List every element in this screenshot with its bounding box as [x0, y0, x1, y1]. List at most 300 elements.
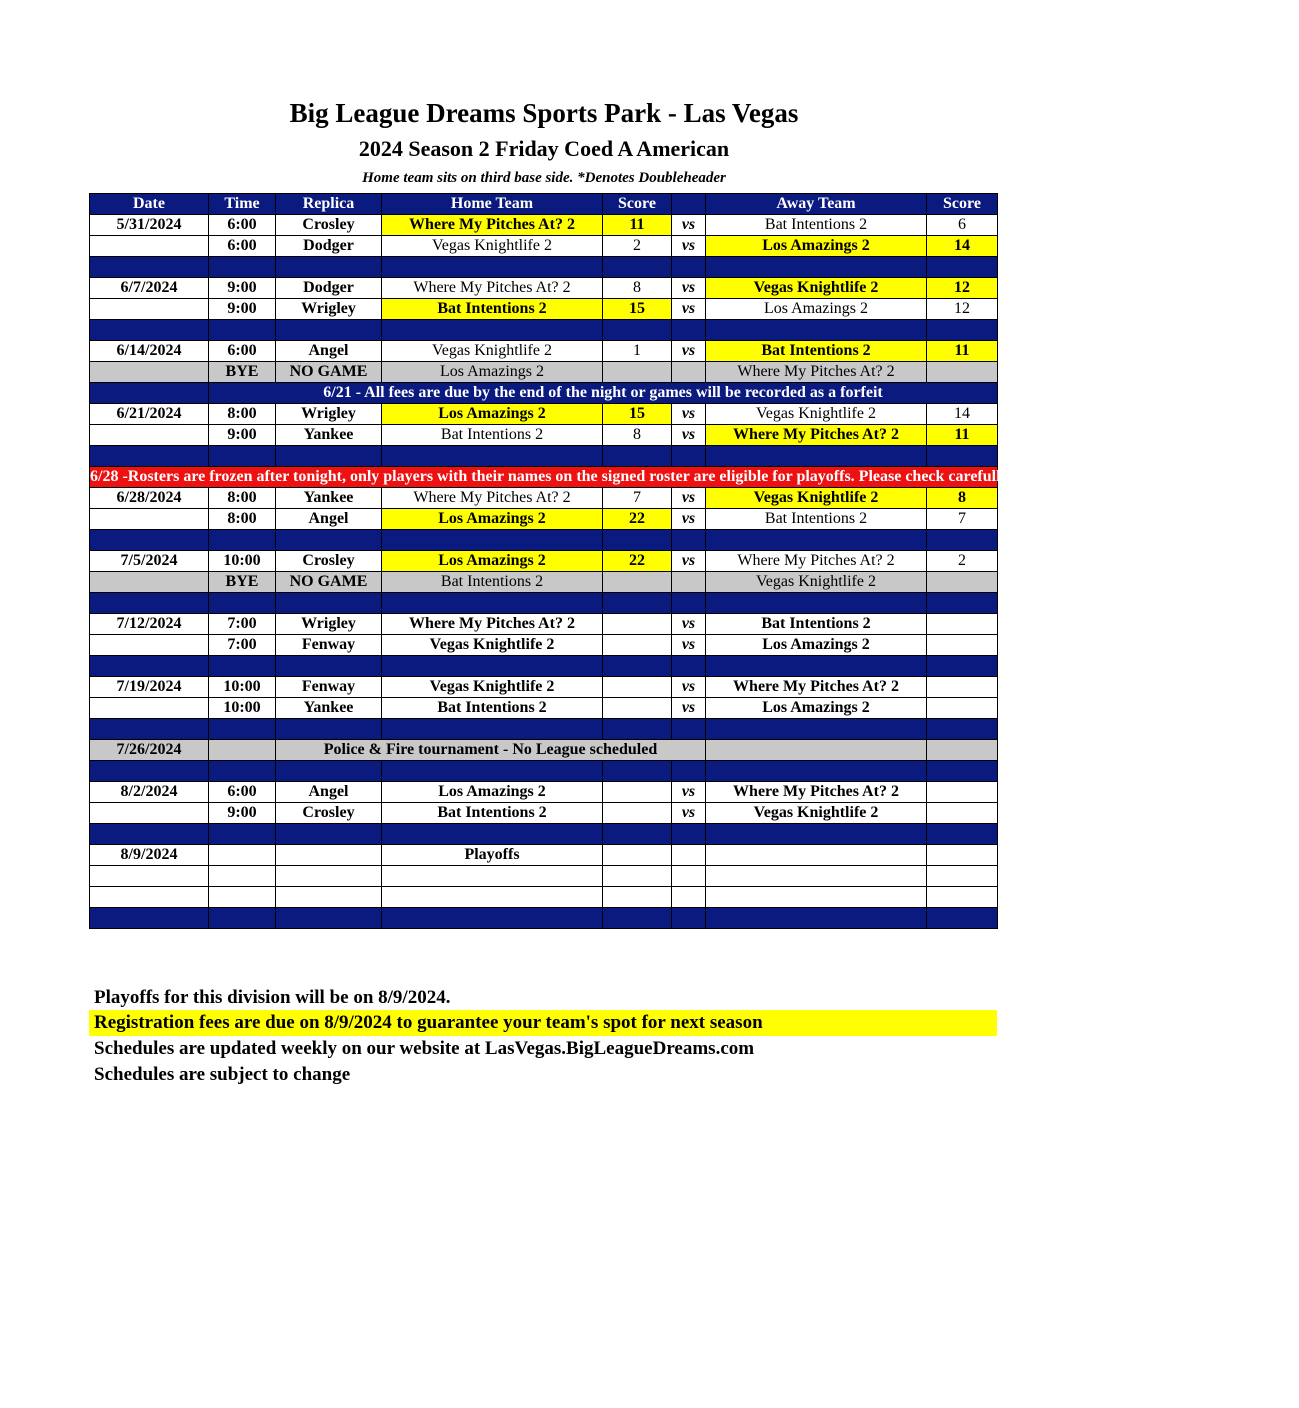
- separator-row: [90, 530, 998, 551]
- separator-cell: [90, 320, 209, 341]
- separator-cell: [927, 320, 998, 341]
- away-team: Vegas Knightlife 2: [706, 488, 927, 509]
- footer-subject-to-change: Schedules are subject to change: [94, 1064, 351, 1085]
- game-date: [90, 803, 209, 824]
- game-field: Angel: [276, 509, 382, 530]
- game-row: [90, 509, 998, 530]
- bye-blank-score: [927, 362, 998, 383]
- footer-registration: Registration fees are due on 8/9/2024 to guarantee your team's spot for next season: [89, 1010, 997, 1036]
- game-field: Wrigley: [276, 614, 382, 635]
- bye-away-team: Vegas Knightlife 2: [706, 572, 927, 593]
- home-team: Los Amazings 2: [382, 551, 603, 572]
- separator-cell: [90, 824, 209, 845]
- blank-cell: [382, 887, 603, 908]
- game-date: 5/31/2024: [90, 215, 209, 236]
- away-score: [927, 803, 998, 824]
- separator-row: [90, 761, 998, 782]
- home-score: 1: [603, 341, 672, 362]
- separator-cell: [209, 530, 276, 551]
- separator-cell: [672, 719, 706, 740]
- separator-cell: [209, 719, 276, 740]
- vs-label: vs: [672, 236, 706, 257]
- vs-label: vs: [672, 215, 706, 236]
- season-subtitle: 2024 Season 2 Friday Coed A American: [358, 136, 730, 161]
- separator-cell: [276, 320, 382, 341]
- bye-label: BYE: [209, 362, 276, 383]
- separator-cell: [276, 593, 382, 614]
- separator-cell: [603, 530, 672, 551]
- away-score: 14: [927, 236, 998, 257]
- separator-cell: [382, 908, 603, 929]
- footer-website: Schedules are updated weekly on our website at LasVegas.BigLeagueDreams.com: [94, 1038, 755, 1059]
- separator-cell: [382, 446, 603, 467]
- separator-cell: [276, 446, 382, 467]
- bye-home-team: Bat Intentions 2: [382, 572, 603, 593]
- col-away-score: Score: [927, 194, 998, 215]
- game-time: 6:00: [209, 341, 276, 362]
- game-time: 8:00: [209, 404, 276, 425]
- separator-cell: [276, 761, 382, 782]
- separator-cell: [706, 656, 927, 677]
- blank-row: [90, 887, 998, 908]
- game-date: 7/5/2024: [90, 551, 209, 572]
- separator-cell: [276, 656, 382, 677]
- separator-cell: [382, 719, 603, 740]
- separator-cell: [603, 257, 672, 278]
- header-row: [90, 194, 998, 215]
- blank-cell: [603, 866, 672, 887]
- blank-cell: [209, 866, 276, 887]
- game-date: 6/21/2024: [90, 404, 209, 425]
- separator-cell: [382, 320, 603, 341]
- bye-blank-score: [927, 572, 998, 593]
- col-vs: [672, 194, 706, 215]
- separator-cell: [90, 593, 209, 614]
- separator-cell: [382, 761, 603, 782]
- separator-cell: [209, 761, 276, 782]
- away-team: Los Amazings 2: [706, 635, 927, 656]
- separator-cell: [276, 824, 382, 845]
- bye-row: [90, 362, 998, 383]
- away-team: Los Amazings 2: [706, 236, 927, 257]
- separator-row: [90, 908, 998, 929]
- separator-cell: [672, 530, 706, 551]
- blank-cell: [706, 845, 927, 866]
- separator-cell: [927, 656, 998, 677]
- playoff-label: Playoffs: [382, 845, 603, 866]
- game-field: Yankee: [276, 698, 382, 719]
- notice-blank: [90, 383, 209, 404]
- home-score: 11: [603, 215, 672, 236]
- separator-cell: [672, 320, 706, 341]
- game-date: 6/7/2024: [90, 278, 209, 299]
- home-team: Where My Pitches At? 2: [382, 614, 603, 635]
- game-date: 6/28/2024: [90, 488, 209, 509]
- bye-home-team: Los Amazings 2: [382, 362, 603, 383]
- home-score: 8: [603, 425, 672, 446]
- game-field: Fenway: [276, 677, 382, 698]
- away-team: Bat Intentions 2: [706, 215, 927, 236]
- game-date: [90, 299, 209, 320]
- separator-cell: [603, 593, 672, 614]
- blank-cell: [90, 866, 209, 887]
- separator-cell: [90, 761, 209, 782]
- tournament-text: Police & Fire tournament - No League scheduled: [276, 740, 706, 761]
- blank-cell: [603, 845, 672, 866]
- home-team: Vegas Knightlife 2: [382, 635, 603, 656]
- away-team: Where My Pitches At? 2: [706, 677, 927, 698]
- game-row: [90, 278, 998, 299]
- separator-cell: [672, 593, 706, 614]
- separator-row: [90, 320, 998, 341]
- home-team: Los Amazings 2: [382, 404, 603, 425]
- game-time: 8:00: [209, 488, 276, 509]
- game-row: [90, 299, 998, 320]
- vs-label: vs: [672, 635, 706, 656]
- vs-label: vs: [672, 698, 706, 719]
- game-date: 8/2/2024: [90, 782, 209, 803]
- away-team: Where My Pitches At? 2: [706, 551, 927, 572]
- game-row: [90, 488, 998, 509]
- vs-label: vs: [672, 803, 706, 824]
- notice-text: 6/21 - All fees are due by the end of the night or games will be recorded as a forfeit: [209, 383, 998, 404]
- game-row: [90, 698, 998, 719]
- separator-cell: [706, 593, 927, 614]
- separator-row: [90, 719, 998, 740]
- blank-cell: [927, 845, 998, 866]
- col-date: Date: [90, 194, 209, 215]
- home-team: Bat Intentions 2: [382, 698, 603, 719]
- game-time: 6:00: [209, 215, 276, 236]
- home-score: [603, 635, 672, 656]
- col-home-score: Score: [603, 194, 672, 215]
- game-row: [90, 215, 998, 236]
- tournament-row: [90, 740, 998, 761]
- col-home-team: Home Team: [382, 194, 603, 215]
- game-field: Wrigley: [276, 299, 382, 320]
- separator-cell: [927, 593, 998, 614]
- separator-cell: [90, 656, 209, 677]
- blank-cell: [276, 887, 382, 908]
- home-score: [603, 782, 672, 803]
- schedule-body: [90, 215, 1299, 929]
- game-field: Fenway: [276, 635, 382, 656]
- home-team: Los Amazings 2: [382, 782, 603, 803]
- away-score: [927, 677, 998, 698]
- separator-cell: [382, 656, 603, 677]
- tournament-date: 7/26/2024: [90, 740, 209, 761]
- separator-cell: [209, 257, 276, 278]
- game-row: [90, 677, 998, 698]
- blank-cell: [276, 845, 382, 866]
- home-score: [603, 803, 672, 824]
- vs-label: vs: [672, 782, 706, 803]
- vs-label: vs: [672, 425, 706, 446]
- game-field: Crosley: [276, 215, 382, 236]
- separator-cell: [90, 446, 209, 467]
- bye-blank-vs: [672, 572, 706, 593]
- game-date: [90, 509, 209, 530]
- col-away-team: Away Team: [706, 194, 927, 215]
- blank-cell: [672, 866, 706, 887]
- separator-cell: [603, 908, 672, 929]
- separator-cell: [927, 530, 998, 551]
- separator-cell: [706, 719, 927, 740]
- away-team: Vegas Knightlife 2: [706, 404, 927, 425]
- game-field: Wrigley: [276, 404, 382, 425]
- separator-row: [90, 593, 998, 614]
- separator-cell: [706, 320, 927, 341]
- separator-cell: [209, 824, 276, 845]
- separator-cell: [927, 761, 998, 782]
- game-field: Angel: [276, 782, 382, 803]
- blank-cell: [706, 887, 927, 908]
- separator-cell: [276, 257, 382, 278]
- blank-cell: [209, 887, 276, 908]
- game-time: 9:00: [209, 278, 276, 299]
- tournament-blank: [927, 740, 998, 761]
- roster-alert-text: 6/28 -Rosters are frozen after tonight, only players with their names on the signed roster are eligible for playoffs. Please check carefully as changes will not be made for omissions.: [90, 467, 998, 488]
- home-team: Bat Intentions 2: [382, 803, 603, 824]
- game-time: 9:00: [209, 425, 276, 446]
- home-team: Bat Intentions 2: [382, 425, 603, 446]
- home-team: Where My Pitches At? 2: [382, 215, 603, 236]
- game-date: 6/14/2024: [90, 341, 209, 362]
- home-team: Vegas Knightlife 2: [382, 341, 603, 362]
- separator-cell: [672, 446, 706, 467]
- away-team: Bat Intentions 2: [706, 509, 927, 530]
- no-game-label: NO GAME: [276, 362, 382, 383]
- away-score: 11: [927, 341, 998, 362]
- blank-row: [90, 866, 998, 887]
- no-game-label: NO GAME: [276, 572, 382, 593]
- game-field: Crosley: [276, 551, 382, 572]
- game-date: [90, 425, 209, 446]
- game-time: 9:00: [209, 299, 276, 320]
- separator-cell: [382, 257, 603, 278]
- schedule-table: [89, 193, 1299, 929]
- bye-blank-score: [603, 572, 672, 593]
- blank-cell: [90, 887, 209, 908]
- game-row: [90, 803, 998, 824]
- separator-cell: [276, 530, 382, 551]
- game-date: [90, 698, 209, 719]
- vs-label: vs: [672, 551, 706, 572]
- separator-cell: [209, 320, 276, 341]
- away-score: 8: [927, 488, 998, 509]
- separator-cell: [276, 908, 382, 929]
- vs-label: vs: [672, 614, 706, 635]
- game-time: 6:00: [209, 236, 276, 257]
- separator-cell: [382, 530, 603, 551]
- home-score: 22: [603, 509, 672, 530]
- home-team: Bat Intentions 2: [382, 299, 603, 320]
- separator-cell: [706, 446, 927, 467]
- separator-cell: [672, 761, 706, 782]
- bye-away-team: Where My Pitches At? 2: [706, 362, 927, 383]
- away-team: Vegas Knightlife 2: [706, 803, 927, 824]
- game-date: [90, 236, 209, 257]
- game-field: Yankee: [276, 488, 382, 509]
- separator-cell: [672, 656, 706, 677]
- blank-cell: [927, 887, 998, 908]
- away-score: 11: [927, 425, 998, 446]
- separator-row: [90, 446, 998, 467]
- blank-cell: [276, 866, 382, 887]
- separator-cell: [706, 908, 927, 929]
- game-time: 7:00: [209, 635, 276, 656]
- bye-date: [90, 362, 209, 383]
- separator-cell: [927, 908, 998, 929]
- blank-cell: [382, 866, 603, 887]
- game-row: [90, 236, 998, 257]
- vs-label: vs: [672, 299, 706, 320]
- blank-cell: [672, 845, 706, 866]
- separator-cell: [927, 719, 998, 740]
- footer-playoffs: Playoffs for this division will be on 8/9/2024.: [94, 987, 451, 1008]
- home-score: 15: [603, 299, 672, 320]
- game-row: [90, 635, 998, 656]
- separator-cell: [382, 593, 603, 614]
- away-score: [927, 635, 998, 656]
- vs-label: vs: [672, 341, 706, 362]
- away-score: [927, 614, 998, 635]
- game-row: [90, 425, 998, 446]
- home-score: [603, 698, 672, 719]
- game-time: 7:00: [209, 614, 276, 635]
- blank-cell: [672, 887, 706, 908]
- home-score: 8: [603, 278, 672, 299]
- separator-cell: [706, 257, 927, 278]
- game-field: Crosley: [276, 803, 382, 824]
- home-score: 7: [603, 488, 672, 509]
- separator-cell: [603, 320, 672, 341]
- away-score: 2: [927, 551, 998, 572]
- separator-cell: [382, 824, 603, 845]
- game-time: 10:00: [209, 677, 276, 698]
- home-score: 22: [603, 551, 672, 572]
- blank-cell: [603, 887, 672, 908]
- game-date: 7/12/2024: [90, 614, 209, 635]
- separator-cell: [90, 908, 209, 929]
- separator-row: [90, 656, 998, 677]
- notice-row: [90, 383, 998, 404]
- bye-row: [90, 572, 998, 593]
- away-team: Los Amazings 2: [706, 698, 927, 719]
- bye-blank-score: [603, 362, 672, 383]
- separator-cell: [672, 257, 706, 278]
- separator-row: [90, 257, 998, 278]
- game-field: Angel: [276, 341, 382, 362]
- away-team: Bat Intentions 2: [706, 614, 927, 635]
- separator-cell: [672, 824, 706, 845]
- vs-label: vs: [672, 278, 706, 299]
- separator-cell: [927, 446, 998, 467]
- col-replica: Replica: [276, 194, 382, 215]
- separator-cell: [209, 908, 276, 929]
- vs-label: vs: [672, 677, 706, 698]
- separator-cell: [90, 530, 209, 551]
- schedule-note: Home team sits on third base side. *Denotes Doubleheader: [362, 170, 726, 186]
- game-time: 8:00: [209, 509, 276, 530]
- game-date: [90, 635, 209, 656]
- game-date: 7/19/2024: [90, 677, 209, 698]
- home-team: Los Amazings 2: [382, 509, 603, 530]
- away-score: 12: [927, 278, 998, 299]
- playoff-date: 8/9/2024: [90, 845, 209, 866]
- game-row: [90, 551, 998, 572]
- blank-cell: [927, 866, 998, 887]
- home-team: Vegas Knightlife 2: [382, 677, 603, 698]
- vs-label: vs: [672, 404, 706, 425]
- vs-label: vs: [672, 488, 706, 509]
- away-team: Where My Pitches At? 2: [706, 782, 927, 803]
- away-team: Los Amazings 2: [706, 299, 927, 320]
- separator-cell: [209, 656, 276, 677]
- away-score: 7: [927, 509, 998, 530]
- game-time: 6:00: [209, 782, 276, 803]
- separator-cell: [276, 719, 382, 740]
- vs-label: vs: [672, 509, 706, 530]
- col-time: Time: [209, 194, 276, 215]
- separator-cell: [706, 761, 927, 782]
- home-team: Where My Pitches At? 2: [382, 488, 603, 509]
- away-score: 12: [927, 299, 998, 320]
- separator-cell: [672, 908, 706, 929]
- separator-cell: [603, 446, 672, 467]
- home-score: [603, 614, 672, 635]
- game-field: Dodger: [276, 236, 382, 257]
- separator-cell: [927, 824, 998, 845]
- home-score: 2: [603, 236, 672, 257]
- game-time: 10:00: [209, 551, 276, 572]
- separator-cell: [603, 824, 672, 845]
- separator-cell: [90, 719, 209, 740]
- away-score: [927, 698, 998, 719]
- separator-cell: [603, 719, 672, 740]
- separator-cell: [706, 530, 927, 551]
- page-title: Big League Dreams Sports Park - Las Vegas: [289, 98, 799, 128]
- home-team: Vegas Knightlife 2: [382, 236, 603, 257]
- separator-cell: [603, 761, 672, 782]
- away-team: Bat Intentions 2: [706, 341, 927, 362]
- separator-cell: [706, 824, 927, 845]
- blank-cell: [209, 845, 276, 866]
- blank-cell: [706, 866, 927, 887]
- bye-label: BYE: [209, 572, 276, 593]
- tournament-blank: [706, 740, 927, 761]
- game-row: [90, 341, 998, 362]
- game-field: Dodger: [276, 278, 382, 299]
- separator-cell: [603, 656, 672, 677]
- away-score: 6: [927, 215, 998, 236]
- bye-blank-vs: [672, 362, 706, 383]
- away-score: 14: [927, 404, 998, 425]
- home-score: 15: [603, 404, 672, 425]
- home-team: Where My Pitches At? 2: [382, 278, 603, 299]
- away-score: [927, 782, 998, 803]
- game-time: 10:00: [209, 698, 276, 719]
- bye-date: [90, 572, 209, 593]
- roster-alert-row: [90, 467, 998, 488]
- tournament-blank: [209, 740, 276, 761]
- game-row: [90, 404, 998, 425]
- game-field: Yankee: [276, 425, 382, 446]
- away-team: Vegas Knightlife 2: [706, 278, 927, 299]
- separator-cell: [927, 257, 998, 278]
- separator-cell: [209, 446, 276, 467]
- playoff-row: [90, 845, 998, 866]
